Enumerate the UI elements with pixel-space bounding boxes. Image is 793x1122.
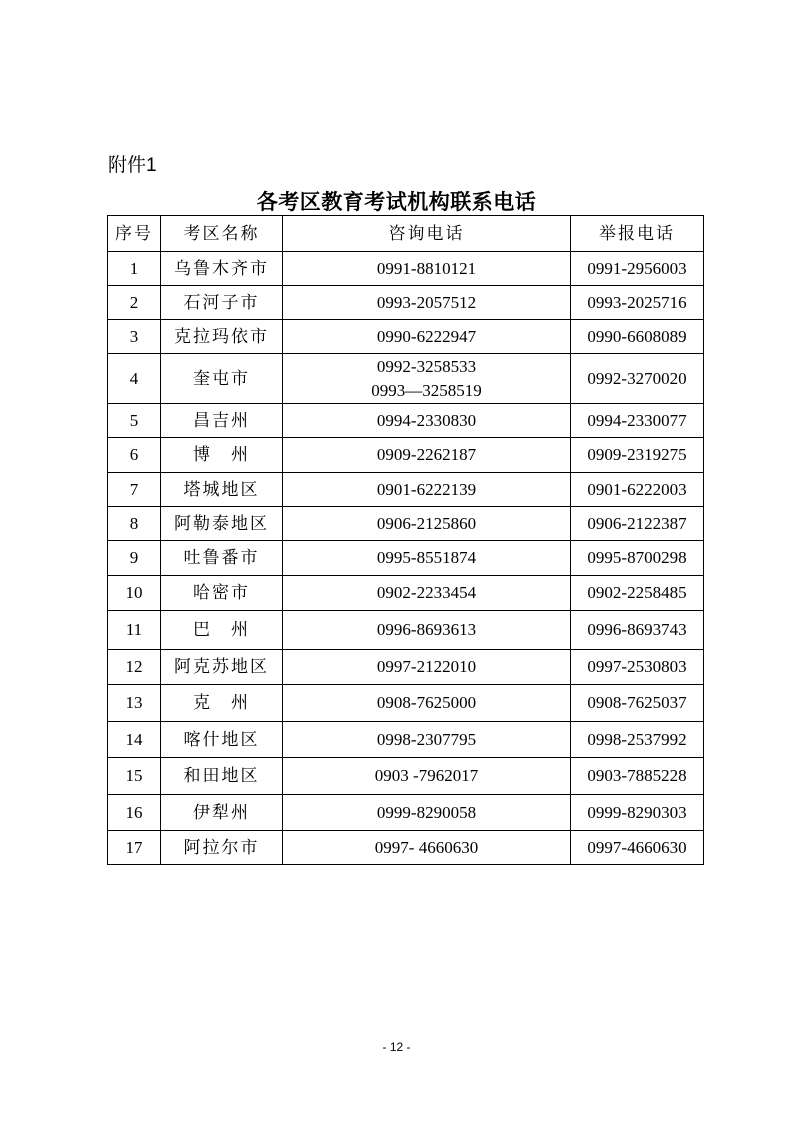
consult-phone: 0906-2125860 <box>376 513 477 533</box>
consult-phone-cell <box>283 650 571 685</box>
region-name: 伊犁州 <box>161 795 283 831</box>
region-name: 喀什地区 <box>161 722 283 758</box>
region-name: 阿拉尔市 <box>161 831 283 865</box>
table-row <box>108 354 704 404</box>
consult-phone: 0903 -7962017 <box>374 766 479 785</box>
table-row <box>108 576 704 611</box>
row-number: 6 <box>108 438 161 473</box>
row-number: 14 <box>108 722 161 758</box>
consult-phone-cell <box>283 758 571 795</box>
consult-phone: 0990-6222947 <box>376 326 477 346</box>
table-row <box>108 722 704 758</box>
table-row <box>108 507 704 541</box>
attachment-label: 附件1 <box>108 155 157 176</box>
report-phone: 0993-2025716 <box>571 286 704 320</box>
report-phone: 0901-6222003 <box>571 473 704 507</box>
report-phone: 0994-2330077 <box>571 404 704 438</box>
region-name: 哈密市 <box>161 576 283 611</box>
document-title: 各考区教育考试机构联系电话 <box>256 189 537 214</box>
region-name: 巴 州 <box>161 611 283 650</box>
row-number: 1 <box>108 252 161 286</box>
region-name: 克拉玛依市 <box>161 320 283 354</box>
region-name: 塔城地区 <box>161 473 283 507</box>
table-row <box>108 611 704 650</box>
consult-phone-cell <box>283 354 571 404</box>
report-phone: 0906-2122387 <box>571 507 704 541</box>
row-number: 11 <box>108 611 161 650</box>
report-phone: 0998-2537992 <box>571 722 704 758</box>
consult-phone-cell <box>283 404 571 438</box>
consult-phone: 0902-2233454 <box>376 583 477 602</box>
table-row <box>108 831 704 865</box>
consult-phone: 0995-8551874 <box>376 548 477 567</box>
row-number: 4 <box>108 354 161 404</box>
region-name: 乌鲁木齐市 <box>161 252 283 286</box>
consult-phone: 0993—3258519 <box>371 380 482 400</box>
consult-phone-cell <box>283 541 571 576</box>
header-region: 考区名称 <box>161 216 283 252</box>
row-number: 17 <box>108 831 161 865</box>
table-row <box>108 541 704 576</box>
report-phone: 0997-2530803 <box>571 650 704 685</box>
table-row <box>108 404 704 438</box>
table-row <box>108 252 704 286</box>
region-name: 昌吉州 <box>161 404 283 438</box>
region-name: 奎屯市 <box>161 354 283 404</box>
row-number: 9 <box>108 541 161 576</box>
consult-phone-cell <box>283 576 571 611</box>
region-name: 阿勒泰地区 <box>161 507 283 541</box>
row-number: 5 <box>108 404 161 438</box>
report-phone: 0999-8290303 <box>571 795 704 831</box>
table-body <box>108 252 704 865</box>
report-phone: 0992-3270020 <box>571 354 704 404</box>
report-phone: 0909-2319275 <box>571 438 704 473</box>
report-phone: 0991-2956003 <box>571 252 704 286</box>
report-phone: 0997-4660630 <box>571 831 704 865</box>
report-phone: 0902-2258485 <box>571 576 704 611</box>
consult-phone-cell <box>283 438 571 473</box>
table-header-row <box>108 216 704 252</box>
region-name: 博 州 <box>161 438 283 473</box>
table-row <box>108 320 704 354</box>
consult-phone: 0998-2307795 <box>376 729 477 749</box>
region-name: 阿克苏地区 <box>161 650 283 685</box>
consult-phone: 0994-2330830 <box>376 410 477 430</box>
consult-phone-cell <box>283 611 571 650</box>
consult-phone: 0908-7625000 <box>376 693 477 712</box>
header-consult-phone: 咨询电话 <box>283 216 571 252</box>
consult-phone-cell <box>283 722 571 758</box>
consult-phone: 0992-3258533 <box>376 356 477 376</box>
consult-phone-cell <box>283 286 571 320</box>
consult-phone: 0993-2057512 <box>376 292 477 312</box>
consult-phone: 0901-6222139 <box>376 479 477 499</box>
report-phone: 0990-6608089 <box>571 320 704 354</box>
row-number: 13 <box>108 685 161 722</box>
region-name: 和田地区 <box>161 758 283 795</box>
consult-phone-cell <box>283 685 571 722</box>
consult-phone-cell <box>283 795 571 831</box>
region-name: 石河子市 <box>161 286 283 320</box>
consult-phone: 0909-2262187 <box>376 445 477 464</box>
row-number: 2 <box>108 286 161 320</box>
row-number: 7 <box>108 473 161 507</box>
table-row <box>108 758 704 795</box>
table-row <box>108 650 704 685</box>
contact-table <box>107 215 704 865</box>
header-no: 序号 <box>108 216 161 252</box>
consult-phone-cell <box>283 831 571 865</box>
page-number: - 12 - <box>382 1040 411 1054</box>
consult-phone: 0991-8810121 <box>376 258 477 278</box>
row-number: 10 <box>108 576 161 611</box>
report-phone: 0903-7885228 <box>571 758 704 795</box>
header-report-phone: 举报电话 <box>571 216 704 252</box>
consult-phone: 0996-8693613 <box>376 620 477 639</box>
region-name: 吐鲁番市 <box>161 541 283 576</box>
consult-phone: 0999-8290058 <box>376 802 477 822</box>
report-phone: 0996-8693743 <box>571 611 704 650</box>
row-number: 8 <box>108 507 161 541</box>
row-number: 16 <box>108 795 161 831</box>
consult-phone: 0997-2122010 <box>376 657 477 676</box>
consult-phone-cell <box>283 473 571 507</box>
consult-phone-cell <box>283 320 571 354</box>
table-row <box>108 438 704 473</box>
table-row <box>108 685 704 722</box>
row-number: 12 <box>108 650 161 685</box>
table-row <box>108 473 704 507</box>
row-number: 3 <box>108 320 161 354</box>
consult-phone-cell <box>283 252 571 286</box>
consult-phone: 0997- 4660630 <box>374 837 479 857</box>
consult-phone-cell <box>283 507 571 541</box>
report-phone: 0908-7625037 <box>571 685 704 722</box>
table-row <box>108 286 704 320</box>
report-phone: 0995-8700298 <box>571 541 704 576</box>
region-name: 克 州 <box>161 685 283 722</box>
table-row <box>108 795 704 831</box>
row-number: 15 <box>108 758 161 795</box>
